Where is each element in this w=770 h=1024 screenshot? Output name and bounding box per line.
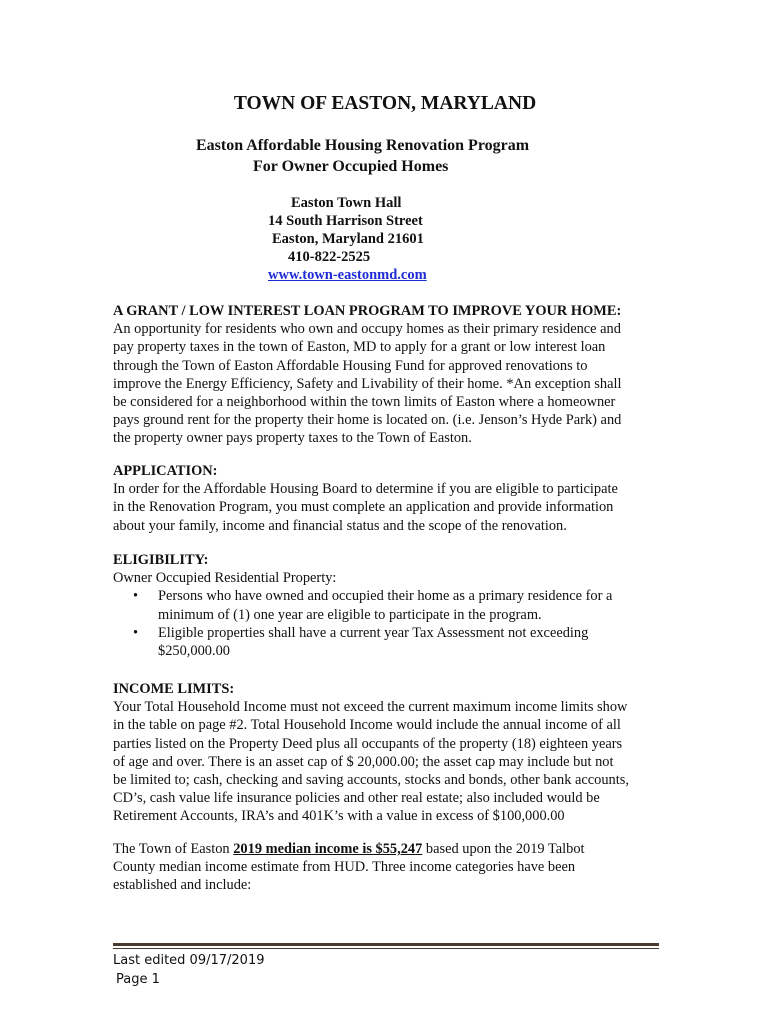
list-item xyxy=(113,587,673,605)
paragraph-line: Owner Occupied Residential Property: xyxy=(113,570,337,587)
paragraph-line: in the Renovation Program, you must complete an application and provide information xyxy=(113,499,614,516)
section-grant xyxy=(113,302,673,448)
list-item-continuation xyxy=(113,642,673,660)
list-item-continuation xyxy=(113,606,673,624)
paragraph-line: be limited to; cash, checking and saving accounts, stocks and bonds, other bank accounts, xyxy=(113,771,629,788)
paragraph-line: pay property taxes in the town of Easton, MD to apply for a grant or low interest loan xyxy=(113,339,606,356)
section-application xyxy=(113,462,673,535)
section-heading: ELIGIBILITY: xyxy=(113,552,209,568)
section-heading: APPLICATION: xyxy=(113,463,218,479)
paragraph-line xyxy=(113,840,673,858)
median-text-post: based upon the 2019 Talbot xyxy=(422,841,585,857)
paragraph-line: pays ground rent for the property their home is located on. (i.e. Jenson’s Hyde Park) and xyxy=(113,412,622,429)
paragraph-line: County median income estimate from HUD. Three income categories have been xyxy=(113,859,576,876)
paragraph-line: through the Town of Easton Affordable Housing Fund for approved renovations to xyxy=(113,357,588,374)
paragraph-line: be considered for a neighborhood within the town limits of Easton where a homeowner xyxy=(113,393,616,410)
median-text-pre: The Town of Easton xyxy=(113,841,234,857)
median-income-emphasis: 2019 median income is $55,247 xyxy=(233,841,423,857)
paragraph-line: Your Total Household Income must not exceed the current maximum income limits show xyxy=(113,699,628,716)
bullet-icon: • xyxy=(133,624,139,641)
paragraph-line: of age and over. There is an asset cap of $ 20,000.00; the asset cap may include but not xyxy=(113,753,614,770)
program-title-line1: Easton Affordable Housing Renovation Program xyxy=(196,137,530,154)
website-link[interactable]: www.town-eastonmd.com xyxy=(268,267,427,283)
section-heading: A GRANT / LOW INTEREST LOAN PROGRAM TO IMPROVE YOUR HOME: xyxy=(113,303,622,319)
section-income-limits xyxy=(113,680,673,826)
paragraph-line: the property owner pays property taxes to the Town of Easton. xyxy=(113,430,472,447)
footer-last-edited: Last edited 09/17/2019 xyxy=(113,953,265,968)
list-item-text: $250,000.00 xyxy=(158,642,230,659)
paragraph-line: parties listed on the Property Deed plus all occupants of the property (18) eighteen years xyxy=(113,735,623,752)
paragraph-line: In order for the Affordable Housing Board to determine if you are eligible to participate xyxy=(113,481,618,498)
bullet-icon: • xyxy=(133,588,139,605)
paragraph-line: An opportunity for residents who own and occupy homes as their primary residence and xyxy=(113,321,621,338)
footer-page-number: Page 1 xyxy=(116,972,160,987)
phone-number: 410-822-2525 xyxy=(288,249,371,265)
paragraph-line: CD’s, cash value life insurance policies and other real estate; also included would be xyxy=(113,790,600,807)
address-street: 14 South Harrison Street xyxy=(268,213,423,229)
list-item-text: Eligible properties shall have a current year Tax Assessment not exceeding xyxy=(158,624,589,641)
paragraph-line: about your family, income and financial status and the scope of the renovation. xyxy=(113,517,567,534)
paragraph-line: Retirement Accounts, IRA’s and 401K’s with a value in excess of $100,000.00 xyxy=(113,808,565,825)
footer-divider-thick xyxy=(113,943,659,946)
address-city: Easton, Maryland 21601 xyxy=(272,231,424,247)
paragraph-line: in the table on page #2. Total Household Income would include the annual income of all xyxy=(113,717,621,734)
list-item xyxy=(113,624,673,642)
program-title-line2: For Owner Occupied Homes xyxy=(253,158,449,175)
document-title: TOWN OF EASTON, MARYLAND xyxy=(233,93,537,114)
list-item-text: Persons who have owned and occupied their home as a primary residence for a xyxy=(158,588,613,605)
paragraph-line: improve the Energy Efficiency, Safety and Livability of their home. *An exception shall xyxy=(113,375,622,392)
section-eligibility xyxy=(113,551,673,660)
section-heading: INCOME LIMITS: xyxy=(113,681,235,697)
address-building: Easton Town Hall xyxy=(291,195,402,211)
section-median-income xyxy=(113,840,673,895)
list-item-text: minimum of (1) one year are eligible to participate in the program. xyxy=(158,606,542,623)
footer-divider-thin xyxy=(113,948,659,949)
paragraph-line: established and include: xyxy=(113,877,252,894)
